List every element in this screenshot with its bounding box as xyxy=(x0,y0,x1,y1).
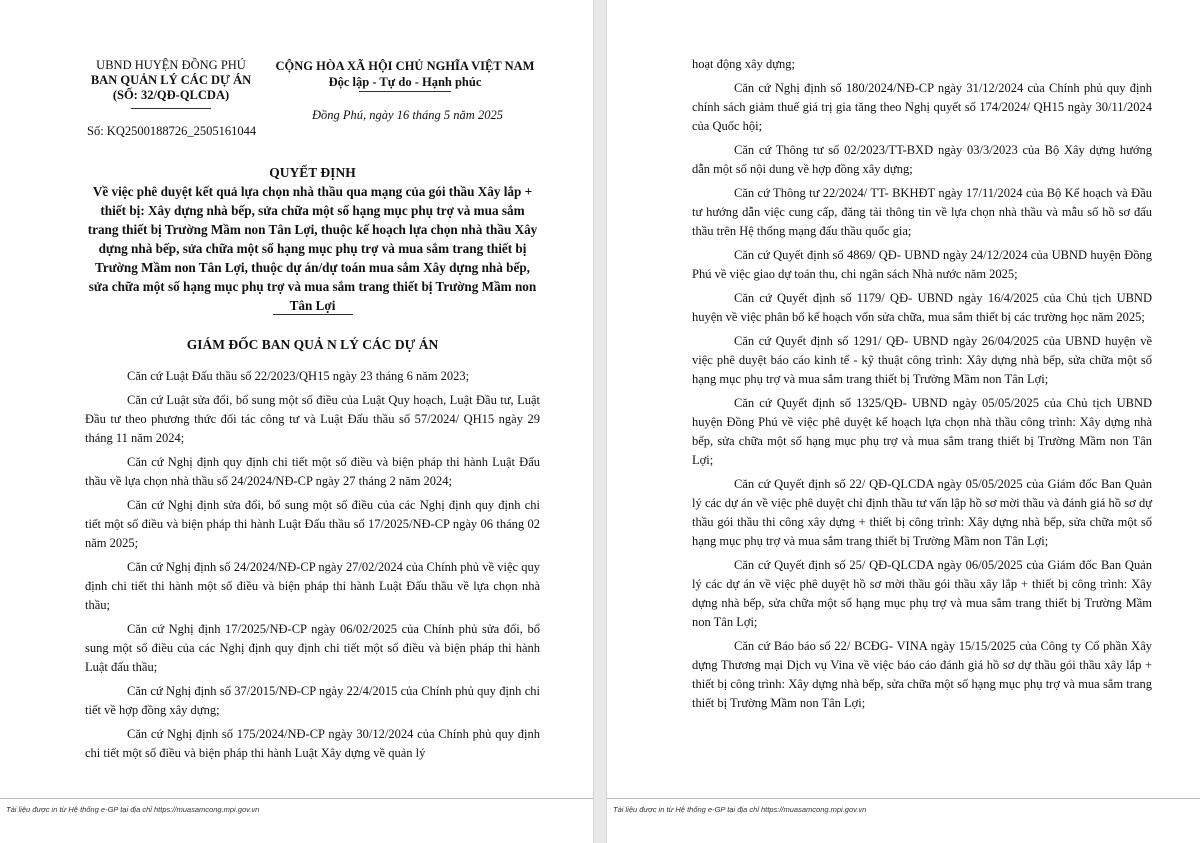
page-footer: Tài liệu được in từ Hệ thống e-GP tại địa chỉ https://muasamcong.mpi.gov.vn xyxy=(6,805,260,814)
issuer-ref: (SỐ: 32/QĐ-QLCDA) xyxy=(112,88,230,102)
footer-divider xyxy=(607,798,1200,799)
paragraph: Căn cứ Quyết định số 25/ QĐ-QLCDA ngày 06/05/2025 của Giám đốc Ban Quản lý các dự án về việc phê duyệt hồ sơ mời thầu gói thầu xây lắp + thiết bị công trình: Xây dựng nhà bếp, sửa chữa một số hạng mục phụ trợ và mua sắm trang thiết bị Trường Mầm non Tân Lợi; xyxy=(692,558,1152,629)
paragraph: Căn cứ Nghị định 17/2025/NĐ-CP ngày 06/02/2025 của Chính phủ sửa đổi, bổ sung một số điều của các Nghị định quy định chi tiết một số điều và biện pháp thi hành Luật đấu thầu; xyxy=(85,622,540,674)
national-name: CỘNG HÒA XÃ HỘI CHỦ NGHĨA VIỆT NAM xyxy=(275,59,535,73)
paragraph: Căn cứ Quyết định số 22/ QĐ-QLCDA ngày 05/05/2025 của Giám đốc Ban Quản lý các dự án về việc phê duyệt chỉ định thầu tư vấn lập hồ sơ mời thầu và đánh giá hồ sơ dự thầu gói thầu thi công xây dựng + thiết bị công trình: Xây dựng nhà bếp, sửa chữa một số hạng mục phụ trợ và mua sắm trang thiết bị Trường Mầm non Tân Lợi; xyxy=(692,477,1152,548)
issuer-agency: BAN QUẢN LÝ CÁC DỰ ÁN xyxy=(90,73,252,87)
page-gap xyxy=(593,0,607,843)
footer-divider xyxy=(0,798,593,799)
paragraph-continuation: hoạt động xây dựng; xyxy=(692,57,795,71)
national-header xyxy=(262,58,548,92)
paragraph: Căn cứ Nghị định số 180/2024/NĐ-CP ngày 31/12/2024 của Chính phủ quy định chính sách giảm thuế giá trị gia tăng theo Nghị quyết số 174/2024/ QH15 ngày 30/11/2024 của Quốc hội; xyxy=(692,81,1152,133)
decision-title: QUYẾT ĐỊNH xyxy=(269,165,356,180)
paragraph: Căn cứ Thông tư số 02/2023/TT-BXD ngày 03/3/2023 của Bộ Xây dựng hướng dẫn một số nội dung về hợp đồng xây dựng; xyxy=(692,143,1152,176)
paragraph: Căn cứ Nghị định sửa đổi, bổ sung một số điều của các Nghị định quy định chi tiết một số điều và biện pháp thi hành Luật Đấu thầu số 17/2025/NĐ-CP ngày 06 tháng 02 năm 2025; xyxy=(85,498,540,550)
legal-basis-list xyxy=(85,367,540,768)
paragraph: Căn cứ Thông tư 22/2024/ TT- BKHĐT ngày 17/11/2024 của Bộ Kế hoạch và Đầu tư hướng dẫn việc cung cấp, đăng tải thông tin về lựa chọn nhà thầu và mẫu số hồ sơ đấu thầu trên Hệ thống mạng đấu thầu quốc gia; xyxy=(692,186,1152,238)
issue-date: Đồng Phú, ngày 16 tháng 5 năm 2025 xyxy=(312,108,503,122)
national-motto: Độc lập - Tự do - Hạnh phúc xyxy=(328,75,482,89)
title-divider xyxy=(273,314,353,315)
decision-title-block xyxy=(85,163,540,315)
issuer-block xyxy=(85,58,257,109)
paragraph: Căn cứ Quyết định số 1325/QĐ- UBND ngày 05/05/2025 của Chủ tịch UBND huyện Đồng Phú về việc phê duyệt kế hoạch lựa chọn nhà thầu công trình: Xây dựng nhà bếp, sửa chữa một số hạng mục phụ trợ và mua sắm trang thiết bị Trường Mầm non Tân Lợi; xyxy=(692,396,1152,467)
paragraph: Căn cứ Nghị định số 175/2024/NĐ-CP ngày 30/12/2024 của Chính phủ quy định chi tiết một số điều và biện pháp thi hành Luật Xây dựng về quản lý xyxy=(85,727,540,760)
issuer-divider xyxy=(131,108,211,109)
paragraph: Căn cứ Nghị định số 24/2024/NĐ-CP ngày 27/02/2024 của Chính phủ về việc quy định chi tiết thi hành một số điều và biện pháp thi hành Luật Đấu thầu về lựa chọn nhà thầu; xyxy=(85,560,540,612)
paragraph: Căn cứ Quyết định số 4869/ QĐ- UBND ngày 24/12/2024 của UBND huyện Đồng Phú về việc giao dự toán thu, chi ngân sách Nhà nước năm 2025; xyxy=(692,248,1152,281)
motto-divider xyxy=(359,91,451,92)
paragraph: Căn cứ Luật sửa đổi, bổ sung một số điều của Luật Quy hoạch, Luật Đầu tư, Luật Đầu tư theo phương thức đối tác công tư và Luật Đấu thầu số 57/2024/ QH15 ngày 29 tháng 11 năm 2024; xyxy=(85,393,540,445)
legal-basis-list-continued xyxy=(692,55,1152,718)
paragraph: Căn cứ Quyết định số 1179/ QĐ- UBND ngày 16/4/2025 của Chủ tịch UBND huyện về việc phân bổ kế hoạch vốn sửa chữa, mua sắm thiết bị các trường học năm 2025; xyxy=(692,291,1152,324)
page-footer: Tài liệu được in từ Hệ thống e-GP tại địa chỉ https://muasamcong.mpi.gov.vn xyxy=(613,805,867,814)
document-page-1 xyxy=(0,0,593,843)
decision-subtitle: Về việc phê duyệt kết quả lựa chọn nhà thầu qua mạng của gói thầu Xây lắp + thiết bị: Xây dựng nhà bếp, sửa chữa một số hạng mục phụ trợ và mua sắm trang thiết bị Trường Mầm non Tân Lợi, thuộc kế hoạch lựa chọn nhà thầu Xây dựng nhà bếp, sửa chữa một số hạng mục phụ trợ và mua sắm trang thiết bị Trường Mầm non Tân Lợi, thuộc dự án/dự toán mua sắm Xây dựng nhà bếp, sửa chữa một số hạng mục phụ trợ và mua sắm trang thiết bị Trường Mầm non Tân Lợi xyxy=(87,184,538,313)
paragraph: Căn cứ Báo báo số 22/ BCĐG- VINA ngày 15/15/2025 của Công ty Cổ phần Xây dựng Thương mại Dịch vụ Vina về việc báo cáo đánh giá hồ sơ dự thầu gói thầu xây lắp + thiết bị công trình: Xây dựng nhà bếp, sửa chữa một số hạng mục phụ trợ và mua sắm trang thiết bị Trường Mầm non Tân Lợi; xyxy=(692,639,1152,710)
paragraph: Căn cứ Luật Đấu thầu số 22/2023/QH15 ngày 23 tháng 6 năm 2023; xyxy=(127,369,470,383)
paragraph: Căn cứ Quyết định số 1291/ QĐ- UBND ngày 26/04/2025 của UBND huyện về việc phê duyệt báo cáo kinh tế - kỹ thuật công trình: Xây dựng nhà bếp, sửa chữa một số hạng mục phụ trợ và mua sắm trang thiết bị Trường Mầm non Tân Lợi; xyxy=(692,334,1152,386)
doc-number: Số: KQ2500188726_2505161044 xyxy=(87,124,257,138)
issuer-district: UBND HUYỆN ĐỒNG PHÚ xyxy=(96,58,246,72)
paragraph: Căn cứ Nghị định quy định chi tiết một số điều và biện pháp thi hành Luật Đấu thầu về lựa chọn nhà thầu số 24/2024/NĐ-CP ngày 27 tháng 2 năm 2024; xyxy=(85,455,540,488)
document-page-2 xyxy=(607,0,1200,843)
paragraph: Căn cứ Nghị định số 37/2015/NĐ-CP ngày 22/4/2015 của Chính phủ quy định chi tiết về hợp đồng xây dựng; xyxy=(85,684,540,717)
director-heading: GIÁM ĐỐC BAN QUẢ N LÝ CÁC DỰ ÁN xyxy=(186,337,439,352)
